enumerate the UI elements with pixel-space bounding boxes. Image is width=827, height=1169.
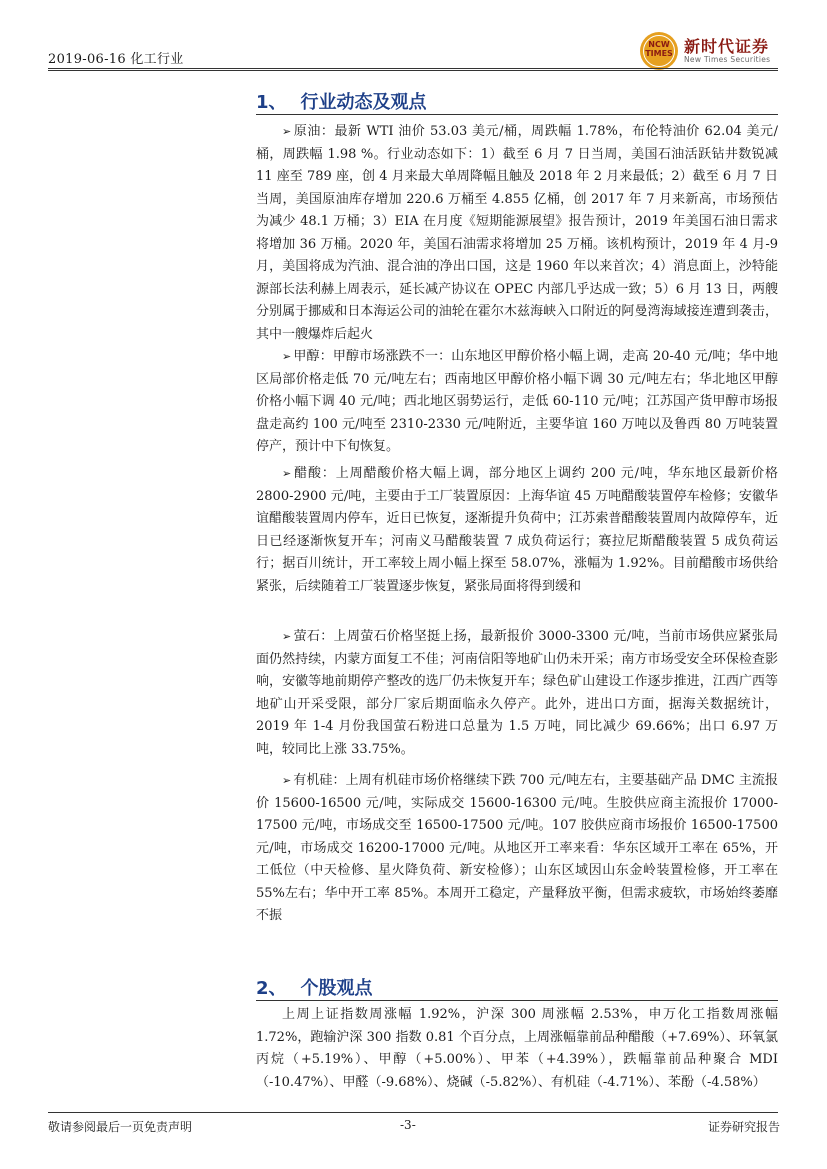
header-rule <box>48 68 778 69</box>
paragraph-crude-oil <box>256 121 778 346</box>
footer-report-type: 证券研究报告 <box>708 1120 781 1134</box>
section-rule <box>256 114 778 115</box>
paragraph-text: 甲醇：甲醇市场涨跌不一：山东地区甲醇价格小幅上调，走高 20-40 元/吨；华中地区局部价格走低 70 元/吨左右；西南地区甲醇价格小幅下调 30 元/吨左右；华北地区甲醇价格小幅下调 40 元/吨；西北地区弱势运行，走低 60-110 元/吨；江苏国产货甲醇市场报盘走高约 100 元/吨至 2310-2330 元/吨附近，主要华谊 160 万吨以及鲁西 80 万吨装置停产，预计中下旬恢复。 <box>256 349 778 454</box>
logo-english-name: New Times Securities <box>684 55 771 64</box>
paragraph-text: 原油：最新 WTI 油价 53.03 美元/桶，周跌幅 1.78%，布伦特油价 62.04 美元/桶，周跌幅 1.98 %。行业动态如下：1）截至 6 月 7 日当周，美国石油活跃钻井数锐减 11 座至 789 座，创 4 月来最大单周降幅且触及 2018 年 2 月来最低；2）截至 6 月 7 日当周，美国原油库存增加 220.6 万桶至 4.855 亿桶，创 2017 年 7 月来新高，市场预估为减少 48.1 万桶；3）EIA 在月度《短期能源展望》报告预计，2019 年美国石油日需求将增加 36 万桶。2020 年，美国石油需求将增加 25 万桶。该机构预计，2019 年 4 月-9 月，美国将成为汽油、混合油的净出口国，这是 1960 年以来首次；4）消息面上，沙特能源部长法利赫上周表示，延长减产协议在 OPEC 内部几乎达成一致；5）6 月 13 日，两艘分别属于挪威和日本海运公司的油轮在霍尔木兹海峡入口附近的阿曼湾海域接连遭到袭击，其中一艘爆炸后起火 <box>256 124 778 342</box>
footer-disclaimer: 敬请参阅最后一页免责声明 <box>48 1120 193 1134</box>
paragraph-fluorite <box>256 626 778 761</box>
paragraph-silicone <box>256 770 778 928</box>
bullet-arrow-icon: ➢ <box>282 774 292 787</box>
paragraph-acetic-acid <box>256 463 778 598</box>
bullet-arrow-icon: ➢ <box>282 350 292 363</box>
footer-page-number: -3- <box>400 1118 416 1132</box>
section-number: 1、 <box>256 92 287 113</box>
bullet-arrow-icon: ➢ <box>282 630 292 643</box>
logo-company-name: 新时代证券 <box>684 37 770 56</box>
paragraph-stock-summary <box>256 1004 778 1094</box>
header-date-industry: 2019-06-16 化工行业 <box>48 52 184 67</box>
section-title-text: 个股观点 <box>300 978 373 999</box>
company-logo <box>640 30 790 72</box>
logo-mark-text: NCW TIMES <box>645 40 673 58</box>
paragraph-methanol <box>256 346 778 459</box>
footer-rule <box>48 1112 778 1113</box>
paragraph-text: 有机硅：上周有机硅市场价格继续下跌 700 元/吨左右，主要基础产品 DMC 主流报价 15600-16500 元/吨，实际成交 15600-16300 元/吨。生胶供应商主流报价 17000-17500 元/吨，市场成交至 16500-17500 元/吨。107 胶供应商市场报价 16500-17500 元/吨，市场成交 16200-17000 元/吨。从地区开工率来看：华东区域开工率在 65%，开工低位（中天检修、星火降负荷、新安检修）；山东区域因山东金岭装置检修，开工率在 55%左右；华中开工率 85%。本周开工稳定，产量释放平衡，但需求疲软，市场始终萎靡不振 <box>256 773 778 923</box>
header-rule-thin <box>48 70 778 71</box>
paragraph-text: 上周上证指数周涨幅 1.92%，沪深 300 周涨幅 2.53%，申万化工指数周涨幅 1.72%，跑输沪深 300 指数 0.81 个百分点，上周涨幅靠前品种醋酸（+7.69%）、环氧氯丙烷（+5.19%）、甲醇（+5.00%）、甲苯（+4.39%），跌幅靠前品种聚合 MDI（-10.47%）、甲醛（-9.68%）、烧碱（-5.82%）、有机硅（-4.71%）、苯酚（-4.58%） <box>256 1007 778 1090</box>
bullet-arrow-icon: ➢ <box>282 467 292 480</box>
bullet-arrow-icon: ➢ <box>282 125 292 138</box>
section-rule <box>256 1000 778 1001</box>
section-title-industry-dynamics <box>256 88 427 114</box>
paragraph-text: 萤石：上周萤石价格坚挺上扬，最新报价 3000-3300 元/吨，当前市场供应紧张局面仍然持续，内蒙方面复工不佳；河南信阳等地矿山仍未开采；南方市场受安全环保检查影响，安徽等地前期停产整改的选厂仍未恢复开车；绿色矿山建设工作逐步推进，江西广西等地矿山开采受限，部分厂家后期面临永久停产。此外，进出口方面，据海关数据统计，2019 年 1-4 月份我国萤石粉进口总量为 1.5 万吨，同比减少 69.66%；出口 6.97 万吨，较同比上涨 33.75%。 <box>256 629 778 757</box>
section-title-text: 行业动态及观点 <box>300 92 427 113</box>
section-number: 2、 <box>256 978 287 999</box>
section-title-stock-views <box>256 974 373 1000</box>
paragraph-text: 醋酸：上周醋酸价格大幅上调，部分地区上调约 200 元/吨，华东地区最新价格 2800-2900 元/吨，主要由于工厂装置原因：上海华谊 45 万吨醋酸装置停车检修；安徽华谊醋酸装置周内停车，近日已恢复，逐渐提升负荷中；江苏索普醋酸装置周内故障停车，近日已经逐渐恢复开车；河南义马醋酸装置 7 成负荷运行；赛拉尼斯醋酸装置 5 成负荷运行；据百川统计，开工率较上周小幅上探至 58.07%，涨幅为 1.92%。目前醋酸市场供给紧张，后续随着工厂装置逐步恢复，紧张局面将得到缓和 <box>256 466 778 594</box>
